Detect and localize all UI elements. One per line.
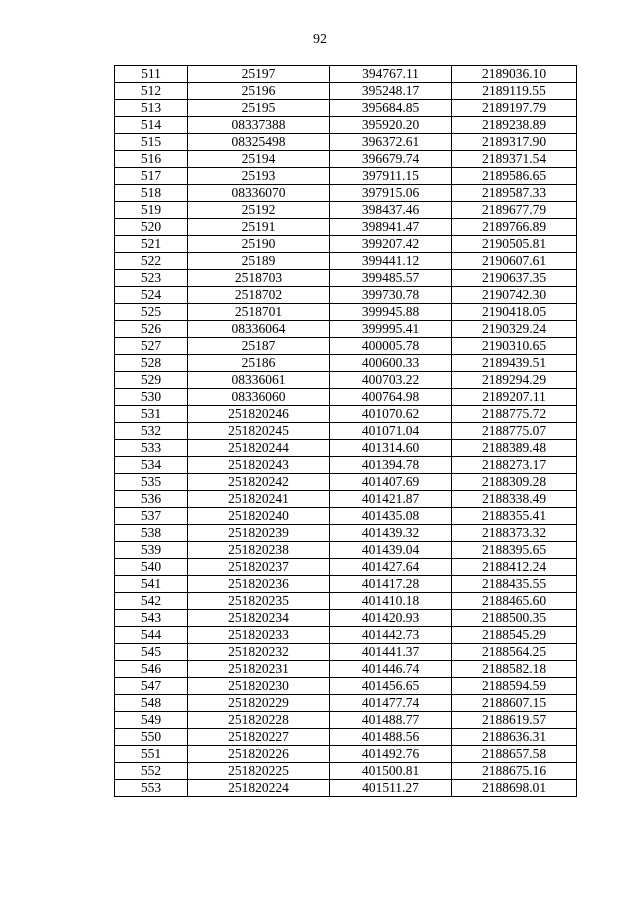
table-row	[115, 219, 577, 236]
y-coordinate-cell: 2189586.65	[452, 168, 577, 185]
table-row	[115, 321, 577, 338]
point-id-cell: 08336070	[188, 185, 330, 202]
row-index-cell: 542	[115, 593, 188, 610]
point-id-cell: 25197	[188, 66, 330, 83]
y-coordinate-cell: 2190505.81	[452, 236, 577, 253]
x-coordinate-cell: 394767.11	[330, 66, 452, 83]
table-row	[115, 780, 577, 797]
y-coordinate-cell: 2190310.65	[452, 338, 577, 355]
y-coordinate-cell: 2189119.55	[452, 83, 577, 100]
y-coordinate-cell: 2189238.89	[452, 117, 577, 134]
point-id-cell: 2518702	[188, 287, 330, 304]
y-coordinate-cell: 2189677.79	[452, 202, 577, 219]
table-row	[115, 542, 577, 559]
y-coordinate-cell: 2188373.32	[452, 525, 577, 542]
y-coordinate-cell: 2189207.11	[452, 389, 577, 406]
x-coordinate-cell: 399485.57	[330, 270, 452, 287]
point-id-cell: 251820236	[188, 576, 330, 593]
point-id-cell: 2518701	[188, 304, 330, 321]
y-coordinate-cell: 2188389.48	[452, 440, 577, 457]
x-coordinate-cell: 400703.22	[330, 372, 452, 389]
row-index-cell: 537	[115, 508, 188, 525]
x-coordinate-cell: 398437.46	[330, 202, 452, 219]
table-row	[115, 576, 577, 593]
x-coordinate-cell: 400005.78	[330, 338, 452, 355]
table-row	[115, 474, 577, 491]
y-coordinate-cell: 2188698.01	[452, 780, 577, 797]
point-id-cell: 251820245	[188, 423, 330, 440]
y-coordinate-cell: 2189439.51	[452, 355, 577, 372]
table-row	[115, 525, 577, 542]
row-index-cell: 536	[115, 491, 188, 508]
table-row	[115, 763, 577, 780]
y-coordinate-cell: 2188775.72	[452, 406, 577, 423]
table-row	[115, 372, 577, 389]
table-row	[115, 117, 577, 134]
table-row	[115, 134, 577, 151]
coordinates-table	[114, 65, 577, 797]
point-id-cell: 251820233	[188, 627, 330, 644]
row-index-cell: 517	[115, 168, 188, 185]
y-coordinate-cell: 2188675.16	[452, 763, 577, 780]
table-row	[115, 678, 577, 695]
x-coordinate-cell: 398941.47	[330, 219, 452, 236]
y-coordinate-cell: 2188775.07	[452, 423, 577, 440]
table-row	[115, 168, 577, 185]
row-index-cell: 526	[115, 321, 188, 338]
x-coordinate-cell: 401427.64	[330, 559, 452, 576]
table-row	[115, 66, 577, 83]
x-coordinate-cell: 397915.06	[330, 185, 452, 202]
point-id-cell: 251820242	[188, 474, 330, 491]
y-coordinate-cell: 2189197.79	[452, 100, 577, 117]
point-id-cell: 25194	[188, 151, 330, 168]
x-coordinate-cell: 395920.20	[330, 117, 452, 134]
row-index-cell: 511	[115, 66, 188, 83]
point-id-cell: 251820229	[188, 695, 330, 712]
x-coordinate-cell: 401435.08	[330, 508, 452, 525]
point-id-cell: 251820226	[188, 746, 330, 763]
table-row	[115, 627, 577, 644]
point-id-cell: 251820244	[188, 440, 330, 457]
row-index-cell: 513	[115, 100, 188, 117]
coordinates-table-body	[115, 66, 577, 797]
x-coordinate-cell: 399945.88	[330, 304, 452, 321]
row-index-cell: 527	[115, 338, 188, 355]
row-index-cell: 538	[115, 525, 188, 542]
table-row	[115, 304, 577, 321]
table-row	[115, 729, 577, 746]
x-coordinate-cell: 401071.04	[330, 423, 452, 440]
x-coordinate-cell: 401421.87	[330, 491, 452, 508]
x-coordinate-cell: 401417.28	[330, 576, 452, 593]
point-id-cell: 25189	[188, 253, 330, 270]
y-coordinate-cell: 2188338.49	[452, 491, 577, 508]
x-coordinate-cell: 401446.74	[330, 661, 452, 678]
y-coordinate-cell: 2188412.24	[452, 559, 577, 576]
row-index-cell: 524	[115, 287, 188, 304]
y-coordinate-cell: 2189587.33	[452, 185, 577, 202]
page-number: 92	[313, 32, 327, 47]
y-coordinate-cell: 2190607.61	[452, 253, 577, 270]
table-row	[115, 287, 577, 304]
x-coordinate-cell: 400764.98	[330, 389, 452, 406]
point-id-cell: 25186	[188, 355, 330, 372]
table-row	[115, 593, 577, 610]
x-coordinate-cell: 401442.73	[330, 627, 452, 644]
x-coordinate-cell: 401439.32	[330, 525, 452, 542]
x-coordinate-cell: 401439.04	[330, 542, 452, 559]
point-id-cell: 251820231	[188, 661, 330, 678]
table-row	[115, 270, 577, 287]
table-row	[115, 508, 577, 525]
x-coordinate-cell: 401441.37	[330, 644, 452, 661]
point-id-cell: 251820240	[188, 508, 330, 525]
point-id-cell: 251820232	[188, 644, 330, 661]
row-index-cell: 535	[115, 474, 188, 491]
row-index-cell: 521	[115, 236, 188, 253]
x-coordinate-cell: 395684.85	[330, 100, 452, 117]
row-index-cell: 551	[115, 746, 188, 763]
y-coordinate-cell: 2188465.60	[452, 593, 577, 610]
row-index-cell: 544	[115, 627, 188, 644]
table-row	[115, 151, 577, 168]
point-id-cell: 25187	[188, 338, 330, 355]
point-id-cell: 08325498	[188, 134, 330, 151]
point-id-cell: 251820237	[188, 559, 330, 576]
point-id-cell: 25193	[188, 168, 330, 185]
row-index-cell: 525	[115, 304, 188, 321]
table-row	[115, 253, 577, 270]
row-index-cell: 545	[115, 644, 188, 661]
x-coordinate-cell: 399995.41	[330, 321, 452, 338]
y-coordinate-cell: 2188564.25	[452, 644, 577, 661]
point-id-cell: 251820227	[188, 729, 330, 746]
row-index-cell: 553	[115, 780, 188, 797]
table-row	[115, 712, 577, 729]
x-coordinate-cell: 401407.69	[330, 474, 452, 491]
table-row	[115, 610, 577, 627]
x-coordinate-cell: 399441.12	[330, 253, 452, 270]
y-coordinate-cell: 2189766.89	[452, 219, 577, 236]
point-id-cell: 251820243	[188, 457, 330, 474]
x-coordinate-cell: 399730.78	[330, 287, 452, 304]
row-index-cell: 519	[115, 202, 188, 219]
row-index-cell: 520	[115, 219, 188, 236]
table-row	[115, 746, 577, 763]
x-coordinate-cell: 401477.74	[330, 695, 452, 712]
y-coordinate-cell: 2188273.17	[452, 457, 577, 474]
y-coordinate-cell: 2189317.90	[452, 134, 577, 151]
y-coordinate-cell: 2188582.18	[452, 661, 577, 678]
point-id-cell: 25196	[188, 83, 330, 100]
y-coordinate-cell: 2188607.15	[452, 695, 577, 712]
table-row	[115, 661, 577, 678]
table-row	[115, 389, 577, 406]
table-row	[115, 355, 577, 372]
table-row	[115, 236, 577, 253]
row-index-cell: 546	[115, 661, 188, 678]
row-index-cell: 522	[115, 253, 188, 270]
row-index-cell: 528	[115, 355, 188, 372]
point-id-cell: 25192	[188, 202, 330, 219]
x-coordinate-cell: 401511.27	[330, 780, 452, 797]
table-row	[115, 695, 577, 712]
y-coordinate-cell: 2188395.65	[452, 542, 577, 559]
row-index-cell: 514	[115, 117, 188, 134]
row-index-cell: 523	[115, 270, 188, 287]
row-index-cell: 548	[115, 695, 188, 712]
point-id-cell: 251820238	[188, 542, 330, 559]
x-coordinate-cell: 401456.65	[330, 678, 452, 695]
x-coordinate-cell: 396372.61	[330, 134, 452, 151]
table-row	[115, 457, 577, 474]
x-coordinate-cell: 401488.56	[330, 729, 452, 746]
y-coordinate-cell: 2188636.31	[452, 729, 577, 746]
table-row	[115, 440, 577, 457]
table-row	[115, 338, 577, 355]
row-index-cell: 534	[115, 457, 188, 474]
table-row	[115, 185, 577, 202]
row-index-cell: 550	[115, 729, 188, 746]
point-id-cell: 08336061	[188, 372, 330, 389]
row-index-cell: 541	[115, 576, 188, 593]
x-coordinate-cell: 401492.76	[330, 746, 452, 763]
table-row	[115, 406, 577, 423]
row-index-cell: 543	[115, 610, 188, 627]
y-coordinate-cell: 2188619.57	[452, 712, 577, 729]
row-index-cell: 539	[115, 542, 188, 559]
table-row	[115, 202, 577, 219]
x-coordinate-cell: 401070.62	[330, 406, 452, 423]
point-id-cell: 08337388	[188, 117, 330, 134]
table-row	[115, 644, 577, 661]
row-index-cell: 549	[115, 712, 188, 729]
row-index-cell: 540	[115, 559, 188, 576]
row-index-cell: 518	[115, 185, 188, 202]
row-index-cell: 533	[115, 440, 188, 457]
x-coordinate-cell: 400600.33	[330, 355, 452, 372]
point-id-cell: 25195	[188, 100, 330, 117]
table-row	[115, 423, 577, 440]
table-row	[115, 491, 577, 508]
x-coordinate-cell: 401488.77	[330, 712, 452, 729]
x-coordinate-cell: 401420.93	[330, 610, 452, 627]
x-coordinate-cell: 396679.74	[330, 151, 452, 168]
y-coordinate-cell: 2189036.10	[452, 66, 577, 83]
row-index-cell: 532	[115, 423, 188, 440]
x-coordinate-cell: 401394.78	[330, 457, 452, 474]
point-id-cell: 251820230	[188, 678, 330, 695]
row-index-cell: 512	[115, 83, 188, 100]
y-coordinate-cell: 2188309.28	[452, 474, 577, 491]
y-coordinate-cell: 2188355.41	[452, 508, 577, 525]
y-coordinate-cell: 2189371.54	[452, 151, 577, 168]
x-coordinate-cell: 401314.60	[330, 440, 452, 457]
point-id-cell: 251820246	[188, 406, 330, 423]
y-coordinate-cell: 2188594.59	[452, 678, 577, 695]
point-id-cell: 251820239	[188, 525, 330, 542]
point-id-cell: 08336060	[188, 389, 330, 406]
point-id-cell: 25190	[188, 236, 330, 253]
y-coordinate-cell: 2188657.58	[452, 746, 577, 763]
y-coordinate-cell: 2190742.30	[452, 287, 577, 304]
y-coordinate-cell: 2190418.05	[452, 304, 577, 321]
x-coordinate-cell: 399207.42	[330, 236, 452, 253]
y-coordinate-cell: 2190637.35	[452, 270, 577, 287]
point-id-cell: 251820225	[188, 763, 330, 780]
table-row	[115, 559, 577, 576]
row-index-cell: 516	[115, 151, 188, 168]
point-id-cell: 2518703	[188, 270, 330, 287]
point-id-cell: 251820241	[188, 491, 330, 508]
row-index-cell: 515	[115, 134, 188, 151]
y-coordinate-cell: 2188435.55	[452, 576, 577, 593]
y-coordinate-cell: 2189294.29	[452, 372, 577, 389]
y-coordinate-cell: 2188545.29	[452, 627, 577, 644]
x-coordinate-cell: 401500.81	[330, 763, 452, 780]
y-coordinate-cell: 2188500.35	[452, 610, 577, 627]
point-id-cell: 251820235	[188, 593, 330, 610]
x-coordinate-cell: 401410.18	[330, 593, 452, 610]
table-row	[115, 83, 577, 100]
row-index-cell: 530	[115, 389, 188, 406]
table-row	[115, 100, 577, 117]
point-id-cell: 251820228	[188, 712, 330, 729]
point-id-cell: 251820224	[188, 780, 330, 797]
row-index-cell: 552	[115, 763, 188, 780]
point-id-cell: 25191	[188, 219, 330, 236]
row-index-cell: 531	[115, 406, 188, 423]
row-index-cell: 547	[115, 678, 188, 695]
row-index-cell: 529	[115, 372, 188, 389]
point-id-cell: 251820234	[188, 610, 330, 627]
x-coordinate-cell: 397911.15	[330, 168, 452, 185]
y-coordinate-cell: 2190329.24	[452, 321, 577, 338]
point-id-cell: 08336064	[188, 321, 330, 338]
x-coordinate-cell: 395248.17	[330, 83, 452, 100]
